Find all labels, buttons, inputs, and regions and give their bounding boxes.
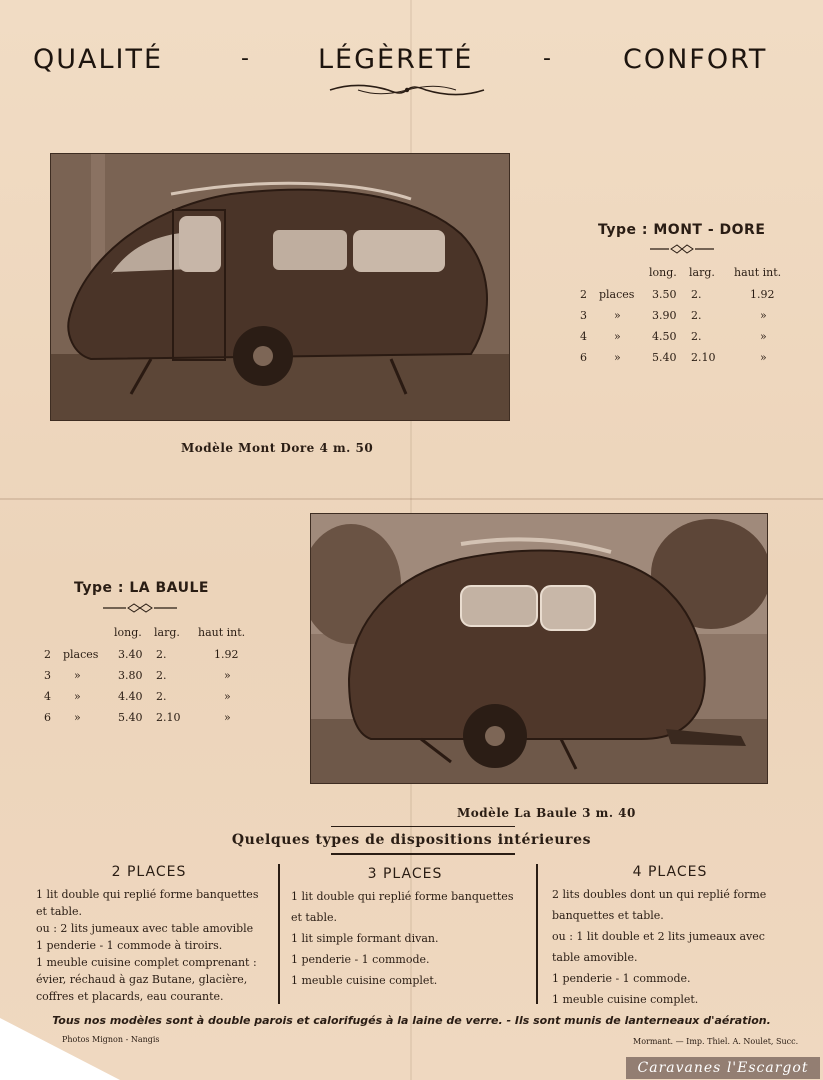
layout-line: 1 penderie - 1 commode à tiroirs. bbox=[36, 939, 223, 952]
layout-line: 1 penderie - 1 commode. bbox=[552, 972, 691, 985]
la-baule-ornament-icon bbox=[102, 603, 178, 613]
spec-long: 4.50 bbox=[652, 330, 677, 343]
spec-larg: 2. bbox=[156, 690, 167, 703]
layout-line: 1 lit simple formant divan. bbox=[291, 932, 439, 945]
section-rule-top bbox=[331, 826, 515, 827]
section-rule-bottom bbox=[331, 853, 515, 855]
spec-count: 3 bbox=[44, 669, 51, 682]
printer-credit: Mormant. — Imp. Thiel. A. Noulet, Succ. bbox=[633, 1037, 799, 1046]
spec-haut: » bbox=[224, 669, 231, 682]
type-title-la-baule: Type : LA BAULE bbox=[74, 580, 209, 596]
spec-count: 6 bbox=[44, 711, 51, 724]
spec-haut: » bbox=[760, 351, 767, 364]
spec-label: places bbox=[599, 288, 635, 301]
caption-mont-dore: Modèle Mont Dore 4 m. 50 bbox=[181, 441, 374, 455]
spec-haut: » bbox=[760, 330, 767, 343]
column-divider-2 bbox=[536, 864, 538, 1004]
spec-long: 3.50 bbox=[652, 288, 677, 301]
spec-count: 2 bbox=[580, 288, 587, 301]
spec-count: 4 bbox=[44, 690, 51, 703]
layout-line: et table. bbox=[291, 911, 337, 924]
layout-line: 2 lits doubles dont un qui replié forme bbox=[552, 888, 767, 901]
layout-text-2-places bbox=[36, 886, 258, 1005]
spec-table-la-baule bbox=[42, 626, 262, 736]
caravan-la-baule-icon bbox=[311, 514, 767, 783]
layout-line: 1 meuble cuisine complet. bbox=[291, 974, 438, 987]
layout-heading-3-places: 3 PLACES bbox=[367, 866, 443, 882]
spec-larg: 2. bbox=[156, 648, 167, 661]
spec-count: 2 bbox=[44, 648, 51, 661]
tagline-qualite: QUALITÉ bbox=[33, 44, 164, 75]
photo-mont-dore bbox=[51, 154, 509, 420]
tagline-dash-2: - bbox=[543, 46, 551, 71]
col-header-long: long. bbox=[114, 626, 142, 639]
layout-heading-4-places: 4 PLACES bbox=[632, 864, 708, 880]
caption-la-baule: Modèle La Baule 3 m. 40 bbox=[457, 806, 636, 820]
photos-credit: Photos Mignon - Nangis bbox=[62, 1035, 160, 1044]
spec-haut: 1.92 bbox=[214, 648, 239, 661]
spec-long: 4.40 bbox=[118, 690, 143, 703]
spec-larg: 2. bbox=[691, 330, 702, 343]
layout-heading-2-places: 2 PLACES bbox=[111, 864, 187, 880]
spec-count: 4 bbox=[580, 330, 587, 343]
layout-line: et table. bbox=[36, 905, 82, 918]
spec-label: places bbox=[63, 648, 99, 661]
col-header-haut: haut int. bbox=[198, 626, 246, 639]
layout-line: ou : 1 lit double et 2 lits jumeaux avec bbox=[552, 930, 765, 943]
spec-larg: 2.10 bbox=[691, 351, 716, 364]
spec-label: » bbox=[614, 351, 621, 364]
watermark-label: Caravanes l'Escargot bbox=[626, 1057, 820, 1079]
layout-line: 1 meuble cuisine complet comprenant : bbox=[36, 956, 257, 969]
spec-table-mont-dore bbox=[578, 266, 798, 376]
col-header-haut: haut int. bbox=[734, 266, 782, 279]
layout-line: évier, réchaud à gaz Butane, glacière, bbox=[36, 973, 248, 986]
photo-la-baule bbox=[311, 514, 767, 783]
tagline-legerete: LÉGÈRETÉ bbox=[318, 44, 474, 75]
header-ornament-icon bbox=[328, 83, 486, 97]
spec-count: 3 bbox=[580, 309, 587, 322]
spec-count: 6 bbox=[580, 351, 587, 364]
spec-long: 5.40 bbox=[118, 711, 143, 724]
spec-label: » bbox=[614, 330, 621, 343]
spec-haut: » bbox=[224, 711, 231, 724]
spec-haut: 1.92 bbox=[750, 288, 775, 301]
mont-dore-ornament-icon bbox=[649, 244, 715, 254]
spec-label: » bbox=[74, 669, 81, 682]
caravan-mont-dore-icon bbox=[51, 154, 509, 420]
col-header-long: long. bbox=[649, 266, 677, 279]
spec-long: 3.90 bbox=[652, 309, 677, 322]
layout-line: 1 lit double qui replié forme banquettes bbox=[291, 890, 514, 903]
layout-line: coffres et placards, eau courante. bbox=[36, 990, 224, 1003]
layout-line: 1 lit double qui replié forme banquettes bbox=[36, 888, 259, 901]
spec-haut: » bbox=[224, 690, 231, 703]
spec-label: » bbox=[614, 309, 621, 322]
spec-long: 3.40 bbox=[118, 648, 143, 661]
spec-haut: » bbox=[760, 309, 767, 322]
tagline-dash-1: - bbox=[241, 46, 249, 71]
spec-larg: 2.10 bbox=[156, 711, 181, 724]
col-header-larg: larg. bbox=[689, 266, 715, 279]
layout-line: ou : 2 lits jumeaux avec table amovible bbox=[36, 922, 254, 935]
spec-long: 3.80 bbox=[118, 669, 143, 682]
spec-label: » bbox=[74, 690, 81, 703]
section-title-layouts: Quelques types de dispositions intérieures bbox=[231, 832, 592, 848]
column-divider-1 bbox=[278, 864, 280, 1004]
footer-construction-note: Tous nos modèles sont à double parois et calorifugés à la laine de verre. - Ils sont munis de lanterneaux d'aération. bbox=[52, 1014, 771, 1027]
spec-larg: 2. bbox=[156, 669, 167, 682]
type-title-mont-dore: Type : MONT - DORE bbox=[598, 222, 766, 238]
layout-text-4-places bbox=[552, 884, 766, 1010]
spec-long: 5.40 bbox=[652, 351, 677, 364]
layout-line: banquettes et table. bbox=[552, 909, 664, 922]
layout-line: 1 penderie - 1 commode. bbox=[291, 953, 430, 966]
layout-text-3-places bbox=[291, 886, 513, 991]
tagline-confort: CONFORT bbox=[623, 44, 768, 75]
spec-label: » bbox=[74, 711, 81, 724]
spec-larg: 2. bbox=[691, 288, 702, 301]
spec-larg: 2. bbox=[691, 309, 702, 322]
layout-line: table amovible. bbox=[552, 951, 638, 964]
col-header-larg: larg. bbox=[154, 626, 180, 639]
layout-line: 1 meuble cuisine complet. bbox=[552, 993, 699, 1006]
torn-corner bbox=[0, 1018, 120, 1080]
